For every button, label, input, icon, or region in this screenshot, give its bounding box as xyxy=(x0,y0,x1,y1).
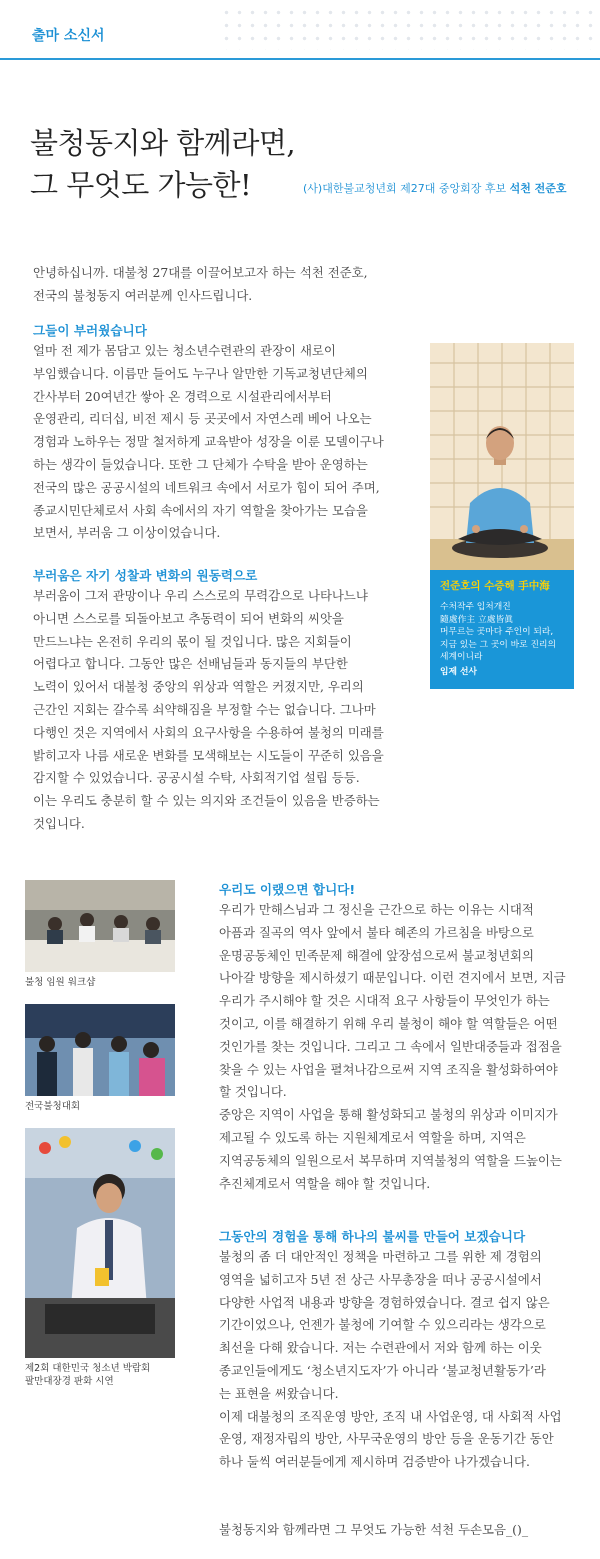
text-line: 아픔과 질곡의 역사 앞에서 불타 혜존의 가르침을 바탕으로 xyxy=(219,924,534,940)
text-line: 종교인들에게도 ‘청소년지도자’가 아니라 ‘불교청년활동가’라 xyxy=(219,1362,546,1378)
thumb-caption-1: 불청 임원 워크샵 xyxy=(25,977,96,988)
text-line: 밝히고자 나름 새로운 변화를 모색해보는 시도들이 꾸준히 있음을 xyxy=(33,747,384,763)
text-line: 할 것입니다. xyxy=(219,1084,287,1100)
festival-illustration xyxy=(25,1004,175,1096)
section2-heading: 부러움은 자기 성찰과 변화의 원동력으로 xyxy=(33,568,258,583)
section2-body xyxy=(33,585,388,836)
text-line: 운영, 재정자립의 방안, 사무국운영의 방안 등을 운동기간 동안 xyxy=(219,1431,554,1447)
text-line: 기간이었으나, 언젠가 불청에 기여할 수 있으리라는 생각으로 xyxy=(219,1317,546,1333)
text-line: 영역을 넓히고자 5년 전 상근 사무총장을 떠나 공공시설에서 xyxy=(219,1271,542,1287)
text-line: 근간인 지회는 갈수록 쇠약해짐을 부정할 수는 없습니다. 그나마 xyxy=(33,701,376,717)
text-line: 운영관리, 리더십, 비전 제시 등 곳곳에서 자연스레 베어 나오는 xyxy=(33,411,372,427)
expo-photo xyxy=(25,1128,175,1358)
section-label: 출마 소신서 xyxy=(32,28,105,44)
quote-line: 수처작주 입처개진 xyxy=(440,602,511,612)
header-dot-pattern xyxy=(220,6,600,50)
page-header xyxy=(0,0,600,60)
text-line: 다행인 것은 지역에서 사회의 요구사항을 수용하여 불청의 미래를 xyxy=(33,724,384,740)
text-line: 다양한 사업적 내용과 방향을 경험하였습니다. 결코 쉽지 않은 xyxy=(219,1294,550,1310)
caption-title: 전준호의 수증해 手中海 xyxy=(440,580,550,592)
caption-line: 팔만대장경 판화 시연 xyxy=(25,1376,114,1387)
page-title xyxy=(30,122,295,206)
text-line: 경험과 노하우는 정말 철저하게 교육받아 성장을 이룬 모델이구나 xyxy=(33,434,384,450)
text-line: 제고될 수 있도록 하는 지원체계로서 역할을 하며, 지역은 xyxy=(219,1129,526,1145)
caption-line: 제2회 대한민국 청소년 박람회 xyxy=(25,1363,151,1374)
quote-line: 隨處作主 立處皆眞 xyxy=(440,614,514,625)
text-line: 이제 대불청의 조직운영 방안, 조직 내 사업운영, 대 사회적 사업 xyxy=(219,1408,562,1424)
text-line: 얼마 전 제가 몸담고 있는 청소년수련관의 관장이 새로이 xyxy=(33,343,336,358)
closing-signature: 불청동지와 함께라면 그 무엇도 가능한 석천 두손모음_()_ xyxy=(219,1522,529,1537)
text-line: 전국의 불청동지 여러분께 인사드립니다. xyxy=(33,287,253,303)
byline-affiliation: (사)대한불교청년회 제27대 중앙회장 후보 xyxy=(303,182,507,195)
byline-name: 석천 전준호 xyxy=(509,182,567,195)
intro-paragraph xyxy=(33,262,393,308)
quote-line: 머무르는 곳마다 주인이 되라, xyxy=(440,627,554,637)
text-line: 불청의 좀 더 대안적인 정책을 마련하고 그를 위한 제 경험의 xyxy=(219,1249,542,1264)
section4-body xyxy=(219,1246,583,1474)
text-line: 나아갈 방향을 제시하셨기 때문입니다. 이런 견지에서 보면, 지금 xyxy=(219,970,566,986)
thumb-caption-3 xyxy=(25,1362,150,1388)
text-line: 것이고, 이를 해결하기 위해 우리 불청이 해야 할 역할들은 어떤 xyxy=(219,1015,558,1031)
expo-illustration xyxy=(25,1128,175,1358)
workshop-photo xyxy=(25,880,175,972)
meditation-illustration xyxy=(430,343,574,570)
festival-photo xyxy=(25,1004,175,1096)
quote-line: 세계이니라 xyxy=(440,652,483,662)
thumb-caption-2: 전국불청대회 xyxy=(25,1101,81,1112)
candidate-meditation-photo xyxy=(430,343,574,570)
section3-body xyxy=(219,899,583,1195)
caption-author: 임제 선사 xyxy=(440,666,478,677)
byline xyxy=(303,180,567,196)
text-line: 추진체계로서 역할을 해야 할 것입니다. xyxy=(219,1175,431,1191)
text-line: 하는 생각이 들었습니다. 또한 그 단체가 수탁을 받아 운영하는 xyxy=(33,456,368,472)
text-line: 중앙은 지역이 사업을 통해 활성화되고 불청의 위상과 이미지가 xyxy=(219,1107,558,1123)
quote-line: 지금 있는 그 곳이 바로 진리의 xyxy=(440,639,556,650)
section3-heading: 우리도 이랬으면 합니다! xyxy=(219,882,356,897)
section1-body xyxy=(33,340,388,545)
title-line-2: 그 무엇도 가능한! xyxy=(30,168,252,202)
photo-caption-box xyxy=(430,570,574,689)
section1-heading: 그들이 부러웠습니다 xyxy=(33,323,147,338)
title-line-1: 불청동지와 함께라면, xyxy=(30,126,296,160)
text-line: 이는 우리도 충분히 할 수 있는 의지와 조건들이 있음을 반증하는 xyxy=(33,793,380,809)
text-line: 찾을 수 있는 사업을 펼쳐나감으로써 지역 조직을 활성화하여야 xyxy=(219,1061,558,1077)
text-line: 지역공동체의 일원으로서 복무하며 지역불청의 역할을 드높이는 xyxy=(219,1152,562,1168)
text-line: 우리가 만해스님과 그 정신을 근간으로 하는 이유는 시대적 xyxy=(219,902,534,917)
text-line: 종교시민단체로서 사회 속에서의 자기 역할을 찾아가는 모습을 xyxy=(33,502,368,518)
text-line: 우리가 주시해야 할 것은 시대적 요구 사항들이 무엇인가 하는 xyxy=(219,993,550,1009)
text-line: 간사부터 20여년간 쌓아 온 경력으로 시설관리에서부터 xyxy=(33,388,332,404)
text-line: 운명공동체인 민족문제 해결에 앞장섬으로써 불교청년회의 xyxy=(219,947,534,963)
caption-quote xyxy=(440,601,564,664)
text-line: 감지할 수 있었습니다. 공공시설 수탁, 사회적기업 설립 등등. xyxy=(33,770,360,786)
header-divider xyxy=(0,58,600,60)
text-line: 하나 둘씩 여러분들에게 제시하며 검증받아 나가겠습니다. xyxy=(219,1454,530,1470)
text-line: 는 표현을 써왔습니다. xyxy=(219,1385,339,1401)
workshop-illustration xyxy=(25,880,175,972)
text-line: 노력이 있어서 대불청 중앙의 위상과 역할은 커졌지만, 우리의 xyxy=(33,679,364,695)
text-line: 안녕하십니까. 대불청 27대를 이끌어보고자 하는 석천 전준호, xyxy=(33,265,368,280)
text-line: 보면서, 부러움 그 이상이었습니다. xyxy=(33,525,221,541)
text-line: 부임했습니다. 이름만 들어도 누구나 알만한 기독교청년단체의 xyxy=(33,365,368,381)
text-line: 아니면 스스로를 되돌아보고 추동력이 되어 변화의 씨앗을 xyxy=(33,610,344,626)
text-line: 만드느냐는 온전히 우리의 몫이 될 것입니다. 많은 지회들이 xyxy=(33,633,352,649)
text-line: 것인가를 찾는 것입니다. 그리고 그 속에서 일반대중들과 접점을 xyxy=(219,1038,562,1054)
text-line: 부러움이 그저 관망이나 우리 스스로의 무력감으로 나타나느냐 xyxy=(33,588,368,603)
text-line: 전국의 많은 공공시설의 네트워크 속에서 서로가 힘이 되어 주며, xyxy=(33,479,380,495)
section4-heading: 그동안의 경험을 통해 하나의 불씨를 만들어 보겠습니다 xyxy=(219,1229,526,1244)
text-line: 것입니다. xyxy=(33,815,85,831)
text-line: 어렵다고 합니다. 그동안 많은 선배님들과 동지들의 부단한 xyxy=(33,656,348,672)
text-line: 최선을 다해 왔습니다. 저는 수련관에서 저와 함께 하는 이웃 xyxy=(219,1340,542,1356)
